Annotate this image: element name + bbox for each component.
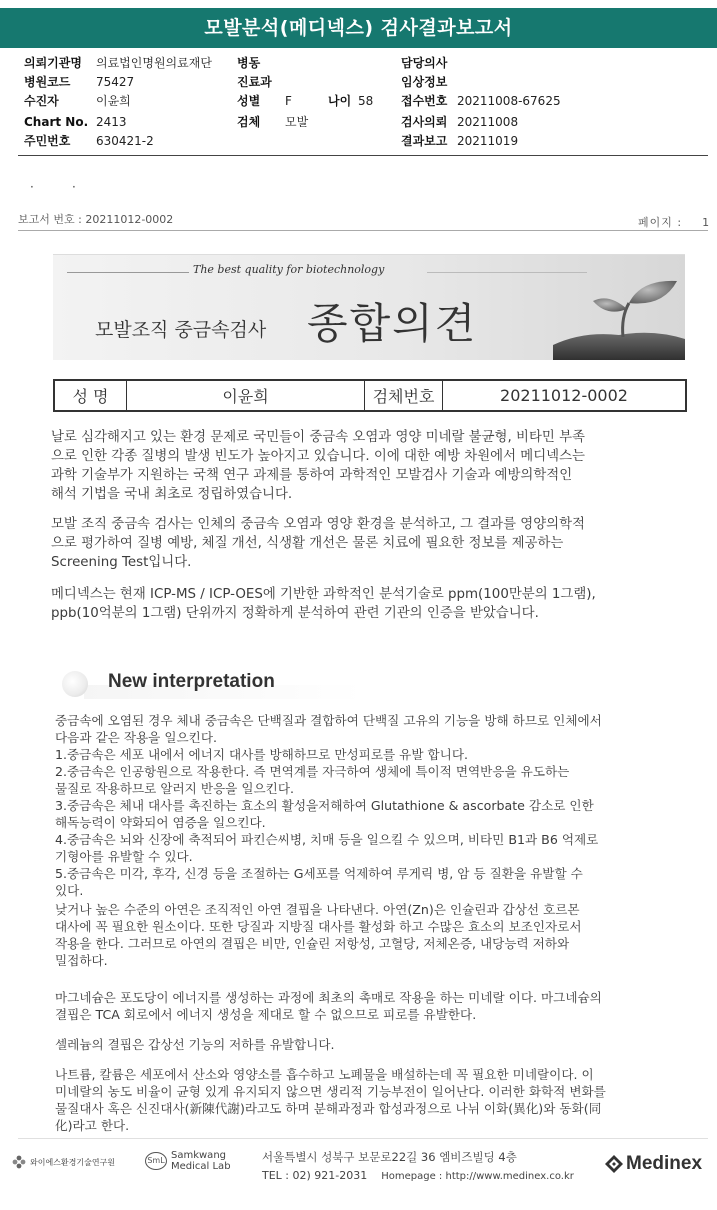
rrn-value: 630421-2 — [96, 134, 154, 148]
banner-subtitle: 모발조직 중금속검사 — [95, 319, 267, 341]
footer-tel: TEL : 02) 921-2031 — [262, 1169, 368, 1182]
report-value: 20211019 — [457, 134, 519, 148]
sml-logo-mark: SmL — [145, 1152, 167, 1170]
name-table — [53, 379, 687, 412]
patient-value: 이윤희 — [96, 94, 131, 108]
text-line: 메디넥스는 현재 ICP-MS / ICP-OES에 기반한 과학적인 분석기술로 ppm(100만분의 1그램), — [51, 587, 596, 602]
text-line: 물질대사 혹은 신진대사(新陳代謝)라고도 하며 분해과정과 합성과정으로 나뉘 이화(異化)와 동화(同 — [55, 1101, 602, 1116]
receipt-label: 접수번호 — [401, 94, 448, 108]
footer-address-block — [262, 1148, 574, 1186]
report-number: 보고서 번호 : 20211012-0002 — [18, 213, 174, 226]
text-line: 3.중금속은 체내 대사를 촉진하는 효소의 활성을저해하여 Glutathione & ascorbate 감소로 인한 — [55, 798, 594, 813]
text-line: 날로 심각해지고 있는 환경 문제로 국민들이 중금속 오염과 영양 미네랄 불균형, 비타민 부족 — [51, 430, 585, 445]
page-label: 페이지 : — [638, 216, 683, 229]
text-line: 으로 평가하여 질병 예방, 체질 개선, 식생활 개선은 물론 치료에 필요한 정보를 제공하는 — [51, 536, 564, 551]
code-label: 병원코드 — [24, 75, 71, 89]
text-line: 결핍은 TCA 회로에서 에너지 생성을 제대로 할 수 없으므로 피로를 유발한다. — [55, 1007, 477, 1022]
text-line: 해독능력이 약화되어 염증을 일으킨다. — [55, 815, 266, 830]
text-line: ppb(10억분의 1그램) 단위까지 정확하게 분석하여 관련 기관의 인증을 받았습니다. — [51, 606, 539, 621]
dot-mark: · — [72, 180, 76, 194]
clinical-label: 임상정보 — [401, 75, 448, 89]
medinex-wordmark: Medinex — [626, 1153, 703, 1174]
text-line: 중금속에 오염된 경우 체내 중금속은 단백질과 결합하여 단백질 고유의 기능을 방해 하므로 인체에서 — [55, 713, 602, 728]
dot-mark: · — [30, 180, 34, 194]
text-line: 물질로 작용하므로 알러지 반응을 일으킨다. — [55, 781, 294, 796]
doctor-label: 담당의사 — [401, 56, 448, 70]
text-line: 4.중금속은 뇌와 신장에 축적되어 파킨슨씨병, 치매 등을 일으킬 수 있으며, 비타민 B1과 B6 억제로 — [55, 832, 599, 847]
text-line: 1.중금속은 세포 내에서 에너지 대사를 방해하므로 만성피로를 유발 합니다. — [55, 747, 469, 762]
interpretation-block-2 — [55, 901, 582, 969]
patient-label: 수진자 — [24, 94, 59, 108]
request-value: 20211008 — [457, 115, 519, 129]
text-line: 마그네슘은 포도당이 에너지를 생성하는 과정에 최초의 촉매로 작용을 하는 미네랄 이다. 마그네슘의 — [55, 990, 602, 1005]
text-line: 기형아를 유발할 수 있다. — [55, 849, 193, 864]
text-line: 2.중금속은 인공항원으로 작용한다. 즉 면역계를 자극하여 생체에 특이적 면역반응을 유도하는 — [55, 764, 570, 779]
flower-icon — [12, 1155, 26, 1169]
sex-label: 성별 — [237, 94, 261, 108]
age-value: 58 — [358, 94, 374, 108]
interpretation-block-5 — [55, 1066, 606, 1134]
name-label: 성 명 — [55, 381, 127, 410]
text-line: 5.중금속은 미각, 후각, 신경 등을 조절하는 G세포를 억제하여 루게릭 병, 암 등 질환을 유발할 수 — [55, 866, 583, 881]
interpretation-block-3 — [55, 989, 602, 1023]
specimen-no-value: 20211012-0002 — [500, 386, 628, 405]
text-line: 셀레늄의 결핍은 갑상선 기능의 저하를 유발합니다. — [55, 1037, 335, 1052]
receipt-value: 20211008-67625 — [457, 94, 561, 108]
summary-banner — [53, 254, 685, 360]
name-value: 이윤희 — [127, 381, 365, 410]
dept-label: 진료과 — [237, 75, 272, 89]
text-line: 낮거나 높은 수준의 아연은 조직적인 아연 결핍을 나타낸다. 아연(Zn)은 인슐린과 갑상선 호르몬 — [55, 902, 580, 917]
page-indicator — [638, 214, 710, 230]
ys-lab-name: 와이에스환경기술연구원 — [30, 1157, 116, 1167]
chart-label: Chart No. — [24, 115, 89, 129]
ward-label: 병동 — [237, 56, 261, 70]
samkwang-name: Samkwang — [171, 1150, 226, 1161]
text-line: 대사에 꼭 필요한 원소이다. 또한 당질과 지방질 대사를 활성화 하고 수많은 효소의 보조인자로서 — [55, 919, 582, 934]
rrn-label: 주민번호 — [24, 134, 71, 148]
text-line: 과학 기술부가 지원하는 국책 연구 과제를 통하여 과학적인 모발검사 기술과 예방의학적인 — [51, 468, 573, 483]
specimen-no-label: 검체번호 — [365, 381, 443, 410]
text-line: 다음과 같은 작용을 일으킨다. — [55, 730, 217, 745]
chart-value: 2413 — [96, 115, 127, 129]
interpretation-block-4 — [55, 1036, 335, 1053]
banner-rule — [67, 272, 189, 273]
footer-divider — [18, 1138, 708, 1139]
footer-address: 서울특별시 성북구 보문로22길 36 엠비즈빌딩 4층 — [262, 1150, 517, 1164]
sex-value: F — [285, 94, 292, 108]
text-line: 해석 기법을 국내 최초로 정립하였습니다. — [51, 487, 293, 502]
org-label: 의뢰기관명 — [24, 56, 82, 70]
ys-lab-logo — [12, 1155, 115, 1169]
banner-tagline: The best quality for biotechnology — [193, 263, 385, 276]
specimen-label: 검체 — [237, 115, 261, 129]
report-label: 결과보고 — [401, 134, 448, 148]
banner-title: 종합의견 — [307, 299, 478, 348]
samkwang-logo — [145, 1150, 231, 1172]
medinex-mark-icon — [604, 1154, 624, 1174]
intro-paragraph-1 — [51, 428, 585, 504]
circle-icon — [62, 671, 88, 697]
text-line: 있다. — [55, 883, 84, 898]
text-line: 작용을 한다. 그러므로 아연의 결핍은 비만, 인슐린 저항성, 고혈당, 저체온증, 내당능력 저하와 — [55, 936, 570, 951]
intro-paragraph-3 — [51, 585, 596, 623]
intro-paragraph-2 — [51, 515, 585, 572]
page-value: 1 — [702, 216, 711, 229]
samkwang-sub: Medical Lab — [171, 1161, 231, 1172]
medinex-logo — [604, 1153, 702, 1175]
text-line: 미네랄의 농도 비율이 균형 있게 유지되지 않으면 생리적 기능부전이 일어난다. 이러한 화학적 변화를 — [55, 1084, 606, 1099]
age-label: 나이 — [328, 94, 352, 108]
report-title: 모발분석(메디넥스) 검사결과보고서 — [0, 8, 717, 48]
text-line: 나트륨, 칼륨은 세포에서 산소와 영양소를 흡수하고 노폐물을 배설하는데 꼭 필요한 미네랄이다. 이 — [55, 1067, 594, 1082]
interpretation-heading: New interpretation — [108, 671, 275, 692]
report-divider — [18, 230, 708, 231]
text-line: 化)라고 한다. — [55, 1118, 130, 1133]
footer-homepage: Homepage : http://www.medinex.co.kr — [381, 1171, 574, 1182]
code-value: 75427 — [96, 75, 135, 89]
info-divider — [18, 155, 708, 156]
org-value: 의료법인명원의료재단 — [96, 56, 212, 70]
text-line: Screening Test입니다. — [51, 555, 192, 570]
text-line: 밀접하다. — [55, 953, 108, 968]
text-line: 모발 조직 중금속 검사는 인체의 중금속 오염과 영양 환경을 분석하고, 그 결과를 영양의학적 — [51, 517, 585, 532]
text-line: 으로 인한 각종 질병의 발생 빈도가 높아지고 있습니다. 이에 대한 예방 차원에서 메디넥스는 — [51, 449, 585, 464]
specimen-value: 모발 — [285, 115, 309, 129]
interpretation-block-1 — [55, 712, 602, 899]
request-label: 검사의뢰 — [401, 115, 448, 129]
sprout-icon — [553, 265, 685, 360]
